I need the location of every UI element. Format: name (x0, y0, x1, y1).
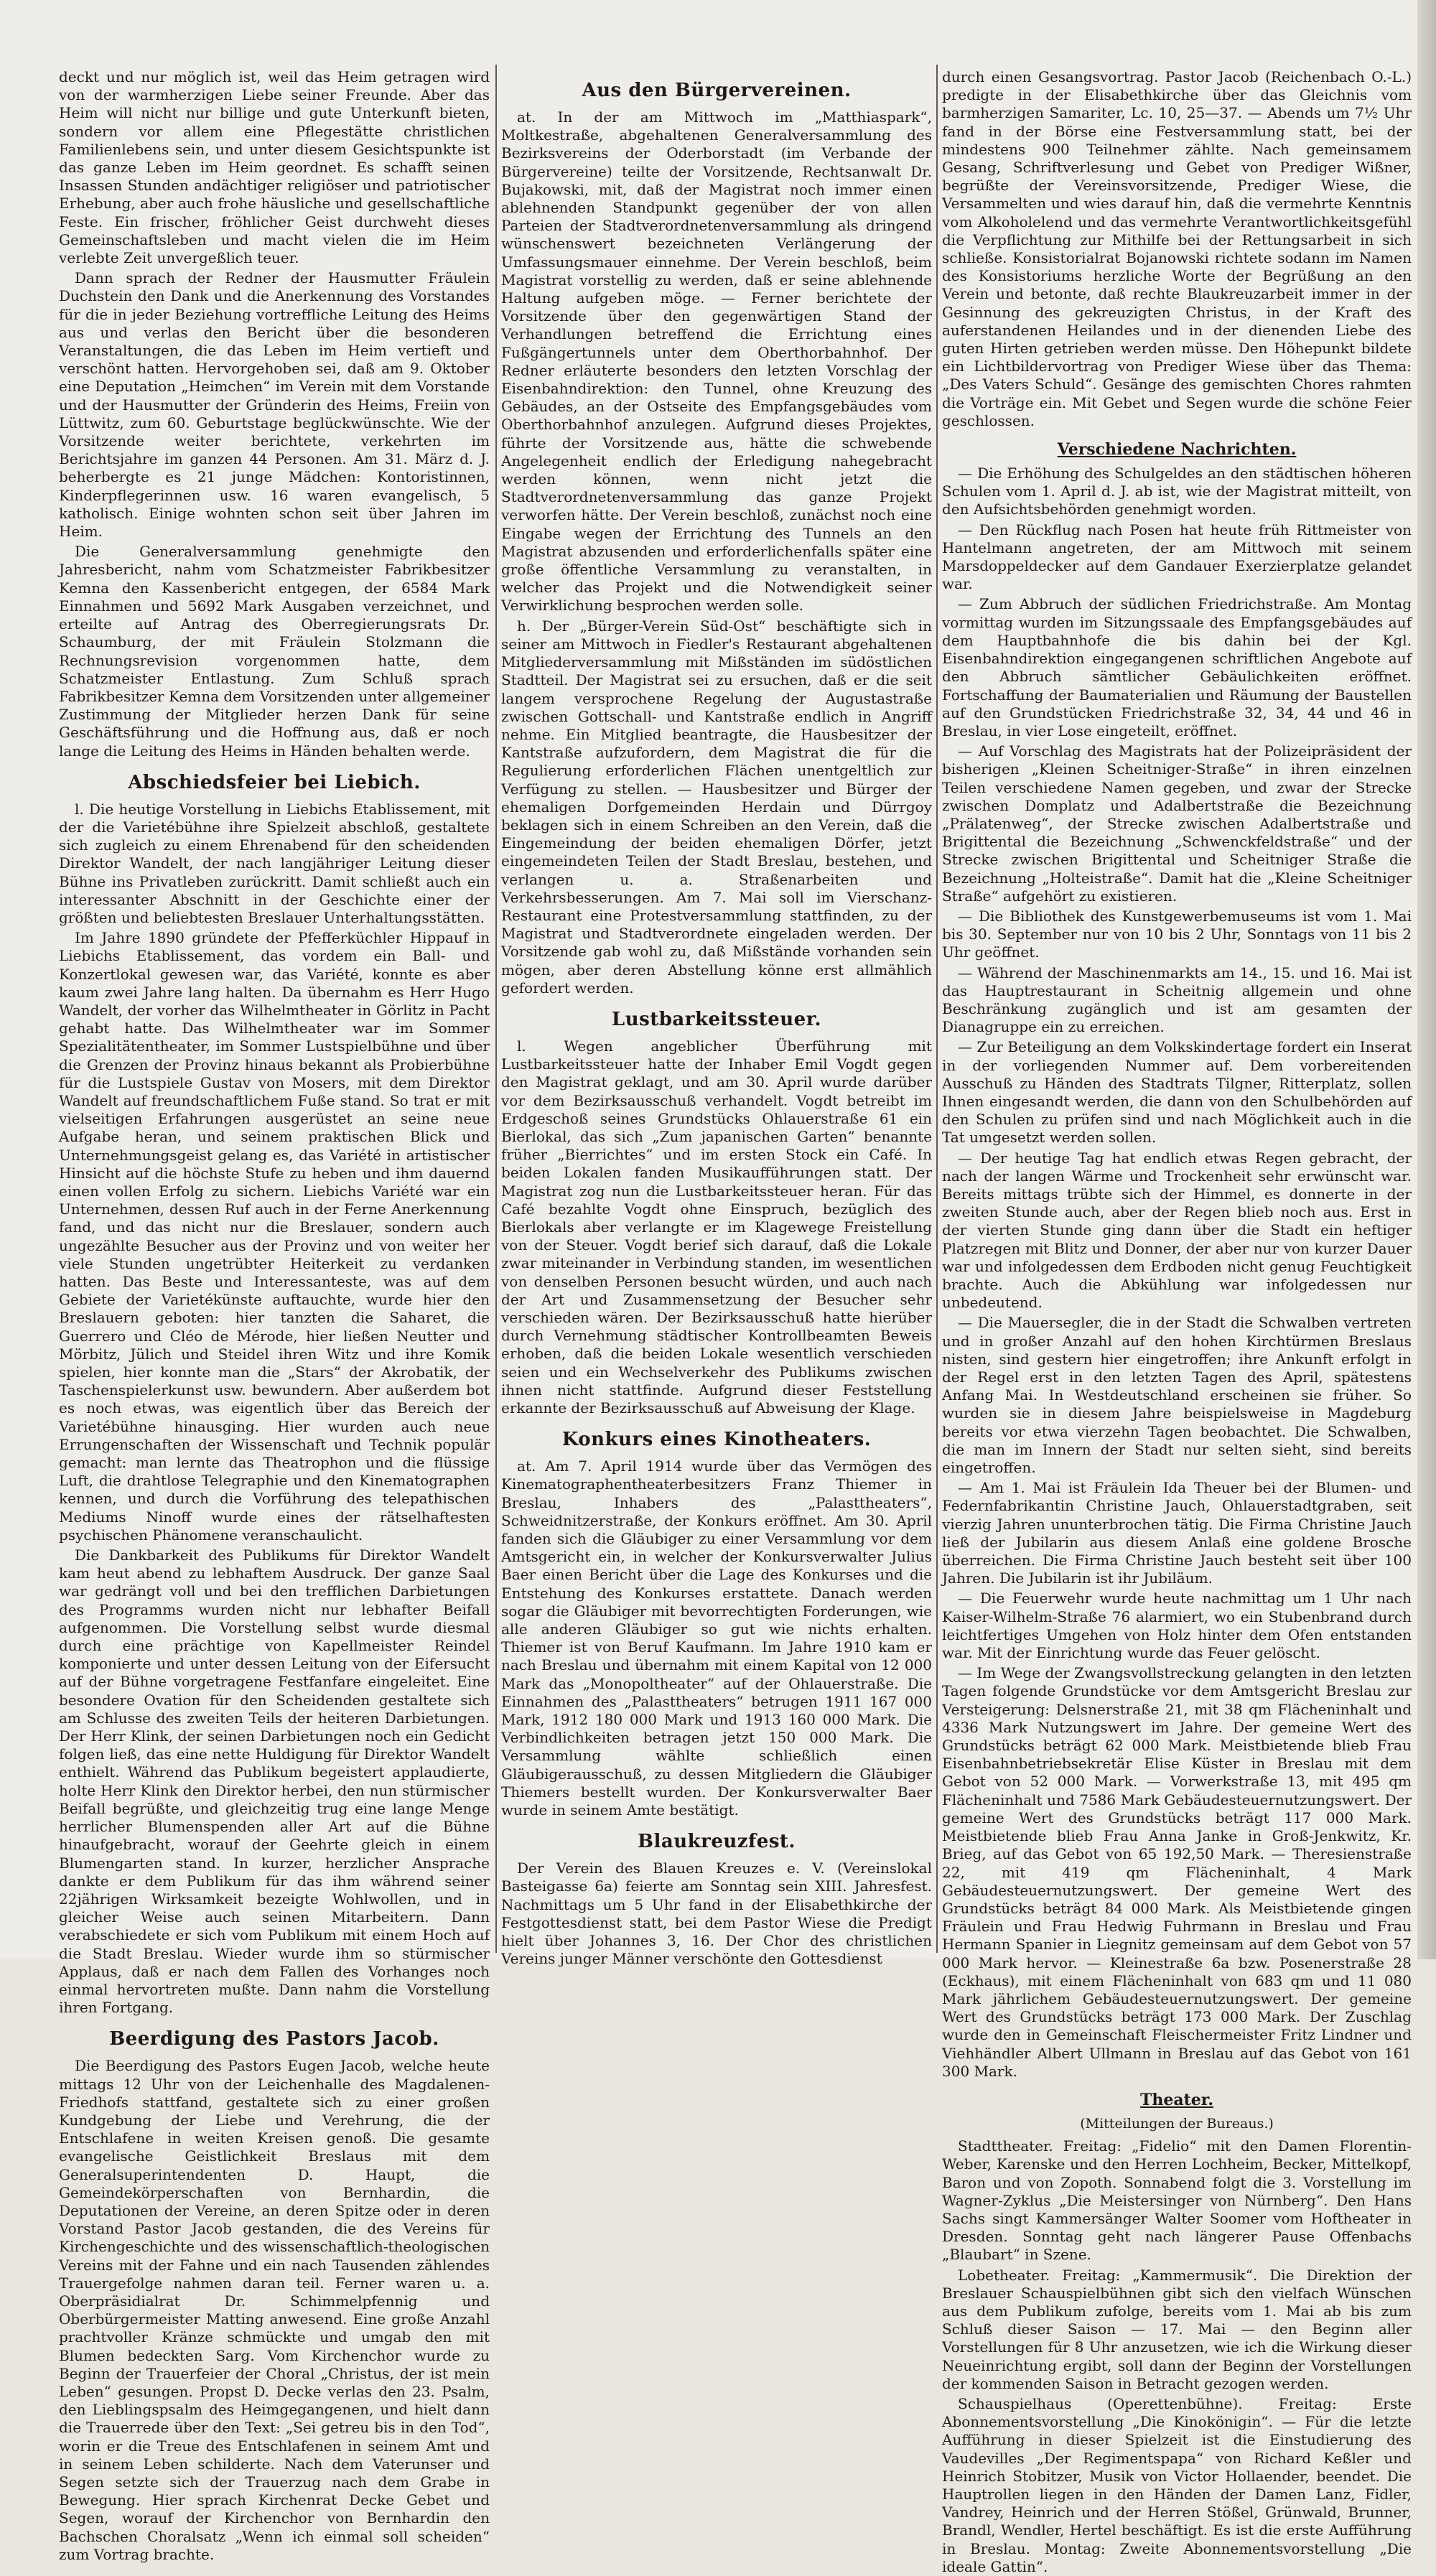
paragraph: h. Der „Bürger-Verein Süd-Ost“ beschäftigte sich in seiner am Mittwoch in Fiedler's Restaurant abgehaltenen Mitgliederversammlung mit Mißständen im südöstlichen Stadtteil. Der Magistrat sei zu ersuchen, daß er die seit langem versprochene Regelung der Augustastraße zwischen Gottschall- und Kantstraße endlich in Angriff nehme. Ein Mitglied beantragte, die Hausbesitzer der Kantstraße aufzufordern, dem Magistrat die für die Regulierung erforderlichen Flächen unentgeltlich zur Verfügung zu stellen. — Hausbesitzer und Bürger der ehemaligen Dorfgemeinden Herdain und Dürrgoy beklagen sich in einem Schreiben an den Verein, daß die Eingemeindung der beiden ehemaligen Dörfer, jetzt eingemeindeten Teilen der Stadt Breslau, bestehen, und verlangen u. a. Straßenarbeiten und Verkehrsbesserungen. Am 7. Mai soll im Vierschanz-Restaurant eine Protestversammlung stattfinden, zu der Magistrat und Stadtverordnete eingeladen werden. Der Vorsitzende gab wohl zu, daß Mißstände vorhanden sein mögen, aber deren Abstellung könne erst allmählich gefordert werden. (501, 617, 932, 997)
theater-item: Lobetheater. Freitag: „Kammermusik“. Die Direktion der Breslauer Schauspielbühnen gibt sich den vielfach Wünschen aus dem Publikum zufolge, bereits vom 1. Mai ab bis zum Schluß dieser Saison — 17. Mai — den Beginn aller Vorstellungen für 8 Uhr anzusetzen, wie ich die Wirkung dieser Neueinrichtung ergibt, soll dann der Beginn der Vorstellungen der kommenden Saison in Betracht gezogen werden. (942, 2266, 1412, 2392)
paragraph: Der Verein des Blauen Kreuzes e. V. (Vereinslokal Basteigasse 6a) feierte am Sonntag sein XIII. Jahresfest. Nachmittags um 5 Uhr fand in der Elisabethkirche der Festgottesdienst statt, bei dem Pastor Wiese die Predigt hielt über Johannes 3, 16. Der Chor des christlichen Vereins junger Männer verschönte den Gottesdienst (501, 1859, 932, 1968)
page-edge (1417, 0, 1436, 1959)
news-item: — Der heutige Tag hat endlich etwas Regen gebracht, der nach der langen Wärme und Trockenheit sehr erwünscht war. Bereits mittags trübte sich der Himmel, es donnerte in der zweiten Stunde auch, aber der Regen blieb noch aus. Erst in der vierten Stunde ging dann über die Stadt ein heftiger Platzregen mit Blitz und Donner, der aber nur von kurzer Dauer war und infolgedessen dem Erdboden nicht genug Feuchtigkeit brachte. Auch die Abkühlung war infolgedessen nur unbedeutend. (942, 1149, 1412, 1312)
paragraph: l. Wegen angeblicher Überführung mit Lustbarkeitssteuer hatte der Inhaber Emil Vogdt gegen den Magistrat geklagt, und am 30. April wurde darüber vor dem Bezirksausschuß verhandelt. Vogdt betreibt im Erdgeschoß seines Grundstücks Ohlauerstraße 61 ein Bierlokal, das sich „Zum japanischen Garten“ benannte früher „Bierrichtes“ und im ersten Stock ein Café. In beiden Lokalen fanden Musikaufführungen statt. Der Magistrat zog nun die Lustbarkeitssteuer heran. Für das Café bezahlte Vogdt ohne Einspruch, bezüglich des Bierlokals aber verlangte er im Klagewege Freistellung von der Steuer. Vogdt berief sich darauf, daß die Lokale zwar miteinander in Verbindung standen, im wesentlichen von denselben Personen besucht würden, und auch nach der Art und Zusammensetzung der Besucher sehr verschieden wären. Der Bezirksausschuß hatte hierüber durch Vernehmung städtischer Kontrollbeamten Beweis erhoben, daß die beiden Lokale wesentlich verschieden seien und ein Wechselverkehr des Publikums zwischen ihnen nicht stattfinde. Aufgrund dieser Feststellung erkannte der Bezirksausschuß auf Abweisung der Klage. (501, 1037, 932, 1417)
article-heading: Abschiedsfeier bei Liebich. (128, 771, 421, 793)
paragraph: durch einen Gesangsvortrag. Pastor Jacob (Reichenbach O.-L.) predigte in der Elisabethkirche über das Gleichnis vom barmherzigen Samariter, Lc. 10, 25—37. — Abends um 7½ Uhr fand in der Börse eine Festversammlung statt, bei der mindestens 900 Teilnehmer zählte. Nach gemeinsamem Gesang, Schriftverlesung und Gebet von Prediger Wißner, begrüßte der Vereinsvorsitzende, Prediger Wiese, die Versammelten und wies darauf hin, daß die vermehrte Kenntnis vom Alkoholelend und das vermehrte Verantwortlichkeitsgefühl die Verpflichtung zur Mithilfe bei der Rettungsarbeit in sich schließe. Konsistorialrat Bojanowski richtete sodann im Namen des Konsistoriums herzliche Worte der Begrüßung an den Verein und betonte, daß rechte Blaukreuzarbeit immer in der Gesinnung des gekreuzigten Christus, in der Kraft des auferstandenen Heilandes und in der dienenden Liebe des guten Hirten getrieben werden müsse. Den Höhepunkt bildete ein Lichtbildervortrag von Prediger Wiese über das Thema: „Des Vaters Schuld“. Gesänge des gemischten Chores rahmten die Vorträge ein. Mit Gebet und Segen wurde die schöne Feier geschlossen. (942, 68, 1412, 429)
section-subheading: (Mitteilungen der Bureaus.) (1080, 2115, 1274, 2132)
paragraph: at. In der am Mittwoch im „Matthiaspark“, Moltkestraße, abgehaltenen Generalversammlung des Bezirksvereins der Oderborstadt (im Verbande der Bürgervereine) teilte der Vorsitzende, Rechtsanwalt Dr. Bujakowski, mit, daß der Magistrat noch immer einen ablehnenden Standpunkt gegenüber der von allen Parteien der Stadtverordnetenversammlung als dringend wünschenswert bezeichneten Verlängerung der Umfassungsmauer einnehme. Der Verein beschloß, beim Magistrat vorstellig zu werden, daß er seine ablehnende Haltung aufgeben möge. — Ferner berichtete der Vorsitzende über den gegenwärtigen Stand der Verhandlungen betreffend die Errichtung eines Fußgängertunnels unter dem Oberthorbahnhof. Der Redner erläuterte besonders den letzten Vorschlag der Eisenbahndirektion: den Tunnel, ohne Kreuzung des Gebäudes, an der Ostseite des Empfangsgebäudes vom Oberthorbahnhof anzulegen. Aufgrund dieses Projektes, führte der Vorsitzende aus, hätte die schwebende Angelegenheit endlich der Erledigung nahegebracht werden können, wenn nicht jetzt die Stadtverordnetenversammlung das ganze Projekt verworfen hätte. Der Verein beschloß, zunächst noch eine Eingabe wegen der Errichtung des Tunnels an den Magistrat abzusenden und erforderlichenfalls später eine große öffentliche Versammlung zu veranstalten, in welcher das Projekt und die Notwendigkeit seiner Verwirklichung besprochen werden solle. (501, 108, 932, 615)
theater-item: Stadttheater. Freitag: „Fidelio“ mit den Damen Florentin-Weber, Karenske und den Herren Lochheim, Becker, Mittelkopf, Baron und von Zopoth. Sonnabend folgt die 3. Vorstellung im Wagner-Zyklus „Die Meistersinger von Nürnberg“. Den Hans Sachs singt Kammersänger Walter Soomer vom Hoftheater in Dresden. Sonntag geht nach längerer Pause Offenbachs „Blaubart“ in Szene. (942, 2137, 1412, 2264)
article-heading: Beerdigung des Pastors Jacob. (109, 2028, 439, 2050)
paragraph: Dann sprach der Redner der Hausmutter Fräulein Duchstein den Dank und die Anerkennung des Vorstandes für die in jeder Beziehung vortreffliche Leitung des Heims aus und verlas den Bericht über die besonderen Veranstaltungen, die das Leben im Heim vertieft und verschönt hatten. Hervorgehoben sei, daß am 9. Oktober eine Deputation „Heimchen“ im Verein mit dem Vorstande und der Hausmutter der Gründerin des Heims, Freiin von Lüttwitz, zum 60. Geburtstage beglückwünschte. Wie der Vorsitzende weiter berichtete, verkehrten im Berichtsjahre im ganzen 44 Personen. Am 31. März d. J. beherbergte es 21 junge Mädchen: Kontoristinnen, Kinderpflegerinnen usw. 16 waren evangelisch, 5 katholisch. Einige wohnten schon seit über Jahren im Heim. (59, 269, 490, 541)
article-heading: Aus den Bürgervereinen. (582, 80, 852, 101)
news-item: — Am 1. Mai ist Fräulein Ida Theuer bei der Blumen- und Federnfabrikantin Christine Jauch, Ohlauerstadtgraben, seit vierzig Jahren ununterbrochen tätig. Die Firma Christine Jauch ließ der Jubilarin aus diesem Anlaß eine goldene Brosche überreichen. Die Firma Christine Jauch besteht seit über 100 Jahren. Die Jubilarin ist ihr Jubiläum. (942, 1479, 1412, 1587)
column-3 (942, 68, 1412, 2575)
paragraph: deckt und nur möglich ist, weil das Heim getragen wird von der warmherzigen Liebe seiner Freunde. Aber das Heim will nicht nur billige und gute Unterkunft bieten, sondern vor allem eine Pflegestätte christlichen Familienlebens sein, und unter diesem Gesichtspunkte ist das ganze Leben im Heim geordnet. Es schafft seinen Insassen Stunden andächtiger religiöser und patriotischer Erhebung, aber auch frohe häusliche und gesellschaftliche Feste. Ein frischer, fröhlicher Geist durchweht dieses Gemeinschaftsleben und macht vielen die im Heim verlebte Zeit unvergeßlich teuer. (59, 68, 490, 267)
article-heading: Lustbarkeitssteuer. (611, 1008, 822, 1030)
news-item: — Im Wege der Zwangsvollstreckung gelangten in den letzten Tagen folgende Grundstücke vor dem Amtsgericht Breslau zur Versteigerung: Delsnerstraße 21, mit 38 qm Flächeninhalt und 4336 Mark Nutzungswert im Jahre. Der gemeine Wert des Grundstücks beträgt 62 000 Mark. Meistbietende blieb Frau Eisenbahnbetriebsekretär Elise Küster in Breslau mit dem Gebot von 52 000 Mark. — Vorwerkstraße 13, mit 495 qm Flächeninhalt und 7586 Mark Gebäudesteuernutzungswert. Der gemeine Wert des Grundstücks beträgt 117 000 Mark. Meistbietende blieb Frau Anna Janke in Groß-Jenkwitz, Kr. Brieg, auf das Gebot von 65 192,50 Mark. — Theresienstraße 22, mit 419 qm Flächeninhalt, 4 Mark Gebäudesteuernutzungswert. Der gemeine Wert des Grundstücks beträgt 84 000 Mark. Als Meistbietende gingen Fräulein und Frau Hedwig Fuhrmann in Breslau und Frau Hermann Spanier in Liegnitz gemeinsam auf dem Gebot von 57 000 Mark hervor. — Kleinestraße 6a bzw. Posenerstraße 28 (Eckhaus), mit einem Flächeninhalt von 683 qm und 11 080 Mark jährlichem Gebäudesteuernutzungswert. Der gemeine Wert des Grundstücks beträgt 173 000 Mark. Der Zuschlag wurde den in Gemeinschaft Fleischermeister Fritz Lindner und Viehhändler Albert Ullmann in Breslau auf das Gebot von 161 300 Mark. (942, 1664, 1412, 2080)
news-item: — Während der Maschinenmarkts am 14., 15. und 16. Mai ist das Hauptrestaurant in Scheitnig allgemein und ohne Beschränkung zugänglich und ist am gesamten der Dianagruppe ein zu erreichen. (942, 963, 1412, 1036)
section-heading: Verschiedene Nachrichten. (1057, 440, 1297, 459)
news-item: — Auf Vorschlag des Magistrats hat der Polizeipräsident der bisherigen „Kleinen Scheitniger-Straße“ in ihren einzelnen Teilen verschiedene Namen gegeben, und zwar der Strecke zwischen Domplatz und Adalbertstraße die Bezeichnung „Prälatenweg“, der Strecke zwischen Adalbertstraße und Brigittental die Bezeichnung „Schwenckfeldstraße“ und der Strecke zwischen Brigittental und Scheitniger Straße die Bezeichnung „Holteistraße“. Damit hat die „Kleine Scheitniger Straße“ aufgehört zu existieren. (942, 742, 1412, 905)
column-rule (495, 65, 497, 1953)
column-2 (501, 68, 932, 1968)
paragraph: Die Generalversammlung genehmigte den Jahresbericht, nahm vom Schatzmeister Fabrikbesitzer Kemna den Kassenbericht entgegen, der 6584 Mark Einnahmen und 5692 Mark Ausgaben verzeichnet, und erteilte auf Antrag des Oberregierungsrats Dr. Schaumburg, der mit Fräulein Stolzmann die Rechnungsrevision vorgenommen hatte, dem Schatzmeister Entlastung. Zum Schluß sprach Fabrikbesitzer Kemna dem Vorsitzenden unter allgemeiner Zustimmung der Mitglieder herzen Dank für seine Geschäftsführung und die Hoffnung aus, daß er noch lange die Leitung des Heims in Händen behalten werde. (59, 543, 490, 760)
paragraph: Die Beerdigung des Pastors Eugen Jacob, welche heute mittags 12 Uhr von der Leichenhalle des Magdalenen-Friedhofs stattfand, gestaltete sich zu einer großen Kundgebung der Liebe und Verehrung, die der Entschlafene in weiten Kreisen genoß. Die gesamte evangelische Geistlichkeit Breslaus mit dem Generalsuperintendenten D. Haupt, die Gemeindekörperschaften von Bernhardin, die Deputationen der Vereine, an deren Spitze oder in deren Vorstand Pastor Jacob gestanden, die des Vereins für Kirchengeschichte und des wissenschaftlich-theologischen Vereins mit der Fahne und ein nach Tausenden zählendes Trauergefolge nahmen daran teil. Ferner waren u. a. Oberpräsidialrat Dr. Schimmelpfennig und Oberbürgermeister Matting anwesend. Eine große Anzahl prachtvoller Kränze schmückte und umgab den mit Blumen bedeckten Sarg. Vom Kirchenchor wurde zu Beginn der Trauerfeier der Choral „Christus, der ist mein Leben“ gesungen. Propst D. Decke verlas den 23. Psalm, den Lieblingspsalm des Heimgegangenen, und hielt dann die Trauerrede über den Text: „Sei getreu bis in den Tod“, worin er die Treue des Entschlafenen in seinem Amt und in seinem Leben schilderte. Nach dem Vaterunser und Segen setzte sich der Trauerzug nach dem Grabe in Bewegung. Hier sprach Kirchenrat Decke Gebet und Segen, worauf der Kirchenchor von Bernhardin den Bachschen Choralsatz „Wenn ich einmal soll scheiden“ zum Vortrag brachte. (59, 2057, 490, 2563)
paragraph: Im Jahre 1890 gründete der Pfefferküchler Hippauf in Liebichs Etablissement, das vordem ein Ball- und Konzertlokal gewesen war, das Variété, konnte es aber kaum zwei Jahre lang halten. Da übernahm es Herr Hugo Wandelt, der vorher das Wilhelmtheater in Görlitz in Pacht gehabt hatte. Das Wilhelmtheater war im Sommer Spezialitätentheater, im Sommer Lustspielbühne und über die Grenzen der Provinz hinaus bekannt als Probierbühne für die Lustspiele Gustav von Mosers, mit dem Direktor Wandelt auf freundschaftlichem Fuße stand. So trat er mit vielseitigen Erfahrungen ausgerüstet an seine neue Aufgabe heran, und seinem praktischen Blick und Unternehmungsgeist gelang es, das Variété in artistischer Hinsicht auf die höchste Stufe zu heben und ihm dauernd einen vollen Erfolg zu sichern. Liebichs Variété war ein Unternehmen, dessen Ruf auch in der Ferne Anerkennung fand, und das nicht nur die Breslauer, sondern auch ungezählte Besucher aus der Provinz und von weiter her viele Stunden ungetrübter Heiterkeit zu verdanken hatten. Das Beste und Interessanteste, was auf dem Gebiete der Varietékünste auftauchte, wurde hier den Breslauern geboten: hier tanzten die Saharet, die Guerrero und Cléo de Mérode, hier ließen Neutter und Mörbitz, Jülich und Steidel ihren Witz und ihre Komik spielen, hier konnte man die „Stars“ der Akrobatik, der Taschenspielerkunst usw. bewundern. Aber außerdem bot es noch etwas, was eigentlich über das Bereich der Varietébühne hinausging. Hier wurden auch neue Errungenschaften der Wissenschaft und Technik populär gemacht: man lernte das Theatrophon und die flüssige Luft, die drahtlose Telegraphie und den Kinematographen kennen, und durch die Vorführung des telepathischen Mediums Ninoff wurde eines der rätselhaftesten psychischen Phänomene veranschaulicht. (59, 929, 490, 1544)
news-item: — Die Bibliothek des Kunstgewerbemuseums ist vom 1. Mai bis 30. September nur von 10 bis 2 Uhr, Sonntags von 11 bis 2 Uhr geöffnet. (942, 907, 1412, 961)
news-item: — Die Feuerwehr wurde heute nachmittag um 1 Uhr nach Kaiser-Wilhelm-Straße 76 alarmiert, wo ein Stubenbrand durch leichtfertiges Umgehen von Holz hinter dem Ofen entstanden war. Mit der Einrichtung wurde das Feuer gelöscht. (942, 1590, 1412, 1662)
news-item: — Die Mauersegler, die in der Stadt die Schwalben vertreten und in großer Anzahl auf den hohen Kirchtürmen Breslaus nisten, sind gestern hier eingetroffen; ihre Ankunft erfolgt in der Regel erst in den letzten Tagen des April, spätestens Anfang Mai. In Westdeutschland erscheinen sie früher. So wurden sie in diesem Jahre beispielsweise in Magdeburg bereits vor etwa vierzehn Tagen beobachtet. Die Schwalben, die man im Innern der Stadt nur selten sieht, sind bereits eingetroffen. (942, 1314, 1412, 1477)
news-item: — Den Rückflug nach Posen hat heute früh Rittmeister von Hantelmann angetreten, der am Mittwoch mit seinem Marsdoppeldecker auf dem Gandauer Exerzierplatze gelandet war. (942, 521, 1412, 593)
paragraph: l. Die heutige Vorstellung in Liebichs Etablissement, mit der die Varietébühne ihre Spielzeit abschloß, gestaltete sich zugleich zu einem Ehrenabend für den scheidenden Direktor Wandelt, der nach langjähriger Leitung dieser Bühne ins Privatleben zurückritt. Damit schließt auch ein interessanter Abschnitt in der Geschichte einer der größten und beliebtesten Breslauer Unterhaltungsstätten. (59, 800, 490, 926)
article-heading: Konkurs eines Kinotheaters. (561, 1429, 872, 1451)
theater-item: Schauspielhaus (Operettenbühne). Freitag: Erste Abonnementsvorstellung „Die Kinokönigin“. — Für die letzte Aufführung in dieser Spielzeit ist die Einstudierung des Vaudevilles „Der Regimentspapa“ von Richard Keßler und Heinrich Stobitzer, Musik von Victor Hollaender, beendet. Die Hauptrollen liegen in den Händen der Damen Lanz, Fidler, Vandrey, Heinrich und der Herren Stößel, Grünwald, Brunner, Brandl, Wendler, Hertel beschäftigt. Es ist die erste Aufführung in Breslau. Montag: Zweite Abonnementsvorstellung „Die ideale Gattin“. (942, 2394, 1412, 2575)
section-heading: Theater. (1139, 2090, 1213, 2109)
column-1 (59, 68, 490, 2563)
article-heading: Blaukreuzfest. (638, 1831, 796, 1853)
news-item: — Zum Abbruch der südlichen Friedrichstraße. Am Montag vormittag wurden im Sitzungssaale des Empfangsgebäudes auf dem Hauptbahnhofe die bis dahin bei der Kgl. Eisenbahndirektion eingegangenen schriftlichen Angebote auf den Abbruch sämtlicher Gebäulichkeiten eröffnet. Fortschaffung der Baumaterialien und Räumung der Baustellen auf den Grundstücken Friedrichstraße 32, 34, 44 und 46 in Breslau, in vier Lose eingeteilt, eröffnet. (942, 595, 1412, 739)
paragraph: Die Dankbarkeit des Publikums für Direktor Wandelt kam heut abend zu lebhaftem Ausdruck. Der ganze Saal war gedrängt voll und bei den trefflichen Darbietungen des Programms wurden nicht nur lebhafter Beifall aufgenommen. Die Vorstellung selbst wurde diesmal durch eine prächtige von Kapellmeister Reindel komponierte und unter dessen Leitung von der Eifersucht auf der Bühne vorgetragene Festfanfare eingeleitet. Eine besondere Ovation für den Scheidenden gestaltete sich am Schlusse des zweiten Teils der heiteren Darbietungen. Der Herr Klink, der seinen Darbietungen noch ein Gedicht folgen ließ, das eine nette Huldigung für Direktor Wandelt enthielt. Während das Publikum begeistert applaudierte, holte Herr Klink den Direktor herbei, den nun stürmischer Beifall begrüßte, und gleichzeitig trug eine lange Menge herrlicher Blumenspenden aller Art auf die Bühne hinaufgebracht, worauf der Geehrte gleich in einem Blumengarten stand. In kurzer, herzlicher Ansprache dankte er dem Publikum für das ihm während seiner 22jährigen Wirksamkeit bezeigte Wohlwollen, und in gleicher Weise auch seinen Mitarbeitern. Dann verabschiedete er sich vom Publikum mit einem Hoch auf die Stadt Breslau. Wieder wurde ihm so stürmischer Applaus, daß er nach dem Fallen des Vorhanges noch einmal hervortreten mußte. Dann nahm die Vorstellung ihren Fortgang. (59, 1546, 490, 2017)
paragraph: at. Am 7. April 1914 wurde über das Vermögen des Kinematographentheaterbesitzers Franz Thiemer in Breslau, Inhabers des „Palasttheaters“, Schweidnitzerstraße, der Konkurs eröffnet. Am 30. April fanden sich die Gläubiger zu einer Versammlung vor dem Amtsgericht ein, in welcher der Konkursverwalter Julius Baer einen Bericht über die Lage des Konkurses und die Entstehung des Konkurses erstattete. Danach werden sogar die Gläubiger mit bevorrechtigten Forderungen, wie alle anderen Gläubiger so gut wie nichts erhalten. Thiemer ist von Beruf Kaufmann. Im Jahre 1910 kam er nach Breslau und übernahm mit einem Kapital von 12 000 Mark das „Monopoltheater“ auf der Ohlauerstraße. Die Einnahmen des „Palasttheaters“ betrugen 1911 167 000 Mark, 1912 180 000 Mark und 1913 160 000 Mark. Die Verbindlichkeiten betragen jetzt 150 000 Mark. Die Versammlung wählte schließlich einen Gläubigerausschuß, zu dessen Mitgliedern die Gläubiger Thiemers bestellt wurden. Der Konkursverwalter Baer wurde in seinem Amte bestätigt. (501, 1457, 932, 1819)
news-item: — Die Erhöhung des Schulgeldes an den städtischen höheren Schulen vom 1. April d. J. ab ist, wie der Magistrat mitteilt, von den Aufsichtsbehörden genehmigt worden. (942, 465, 1412, 518)
column-rule (936, 65, 938, 1953)
news-item: — Zur Beteiligung an dem Volkskindertage fordert ein Inserat in der vorliegenden Nummer auf. Dem vorbereitenden Ausschuß zu Händen des Stadtrats Tilgner, Ritterplatz, sollen Ihnen eingesandt werden, die dann von den Schulbehörden auf den Schulen zu prüfen sind und nach Möglichkeit auch in die Tat umgesetzt werden sollen. (942, 1038, 1412, 1147)
